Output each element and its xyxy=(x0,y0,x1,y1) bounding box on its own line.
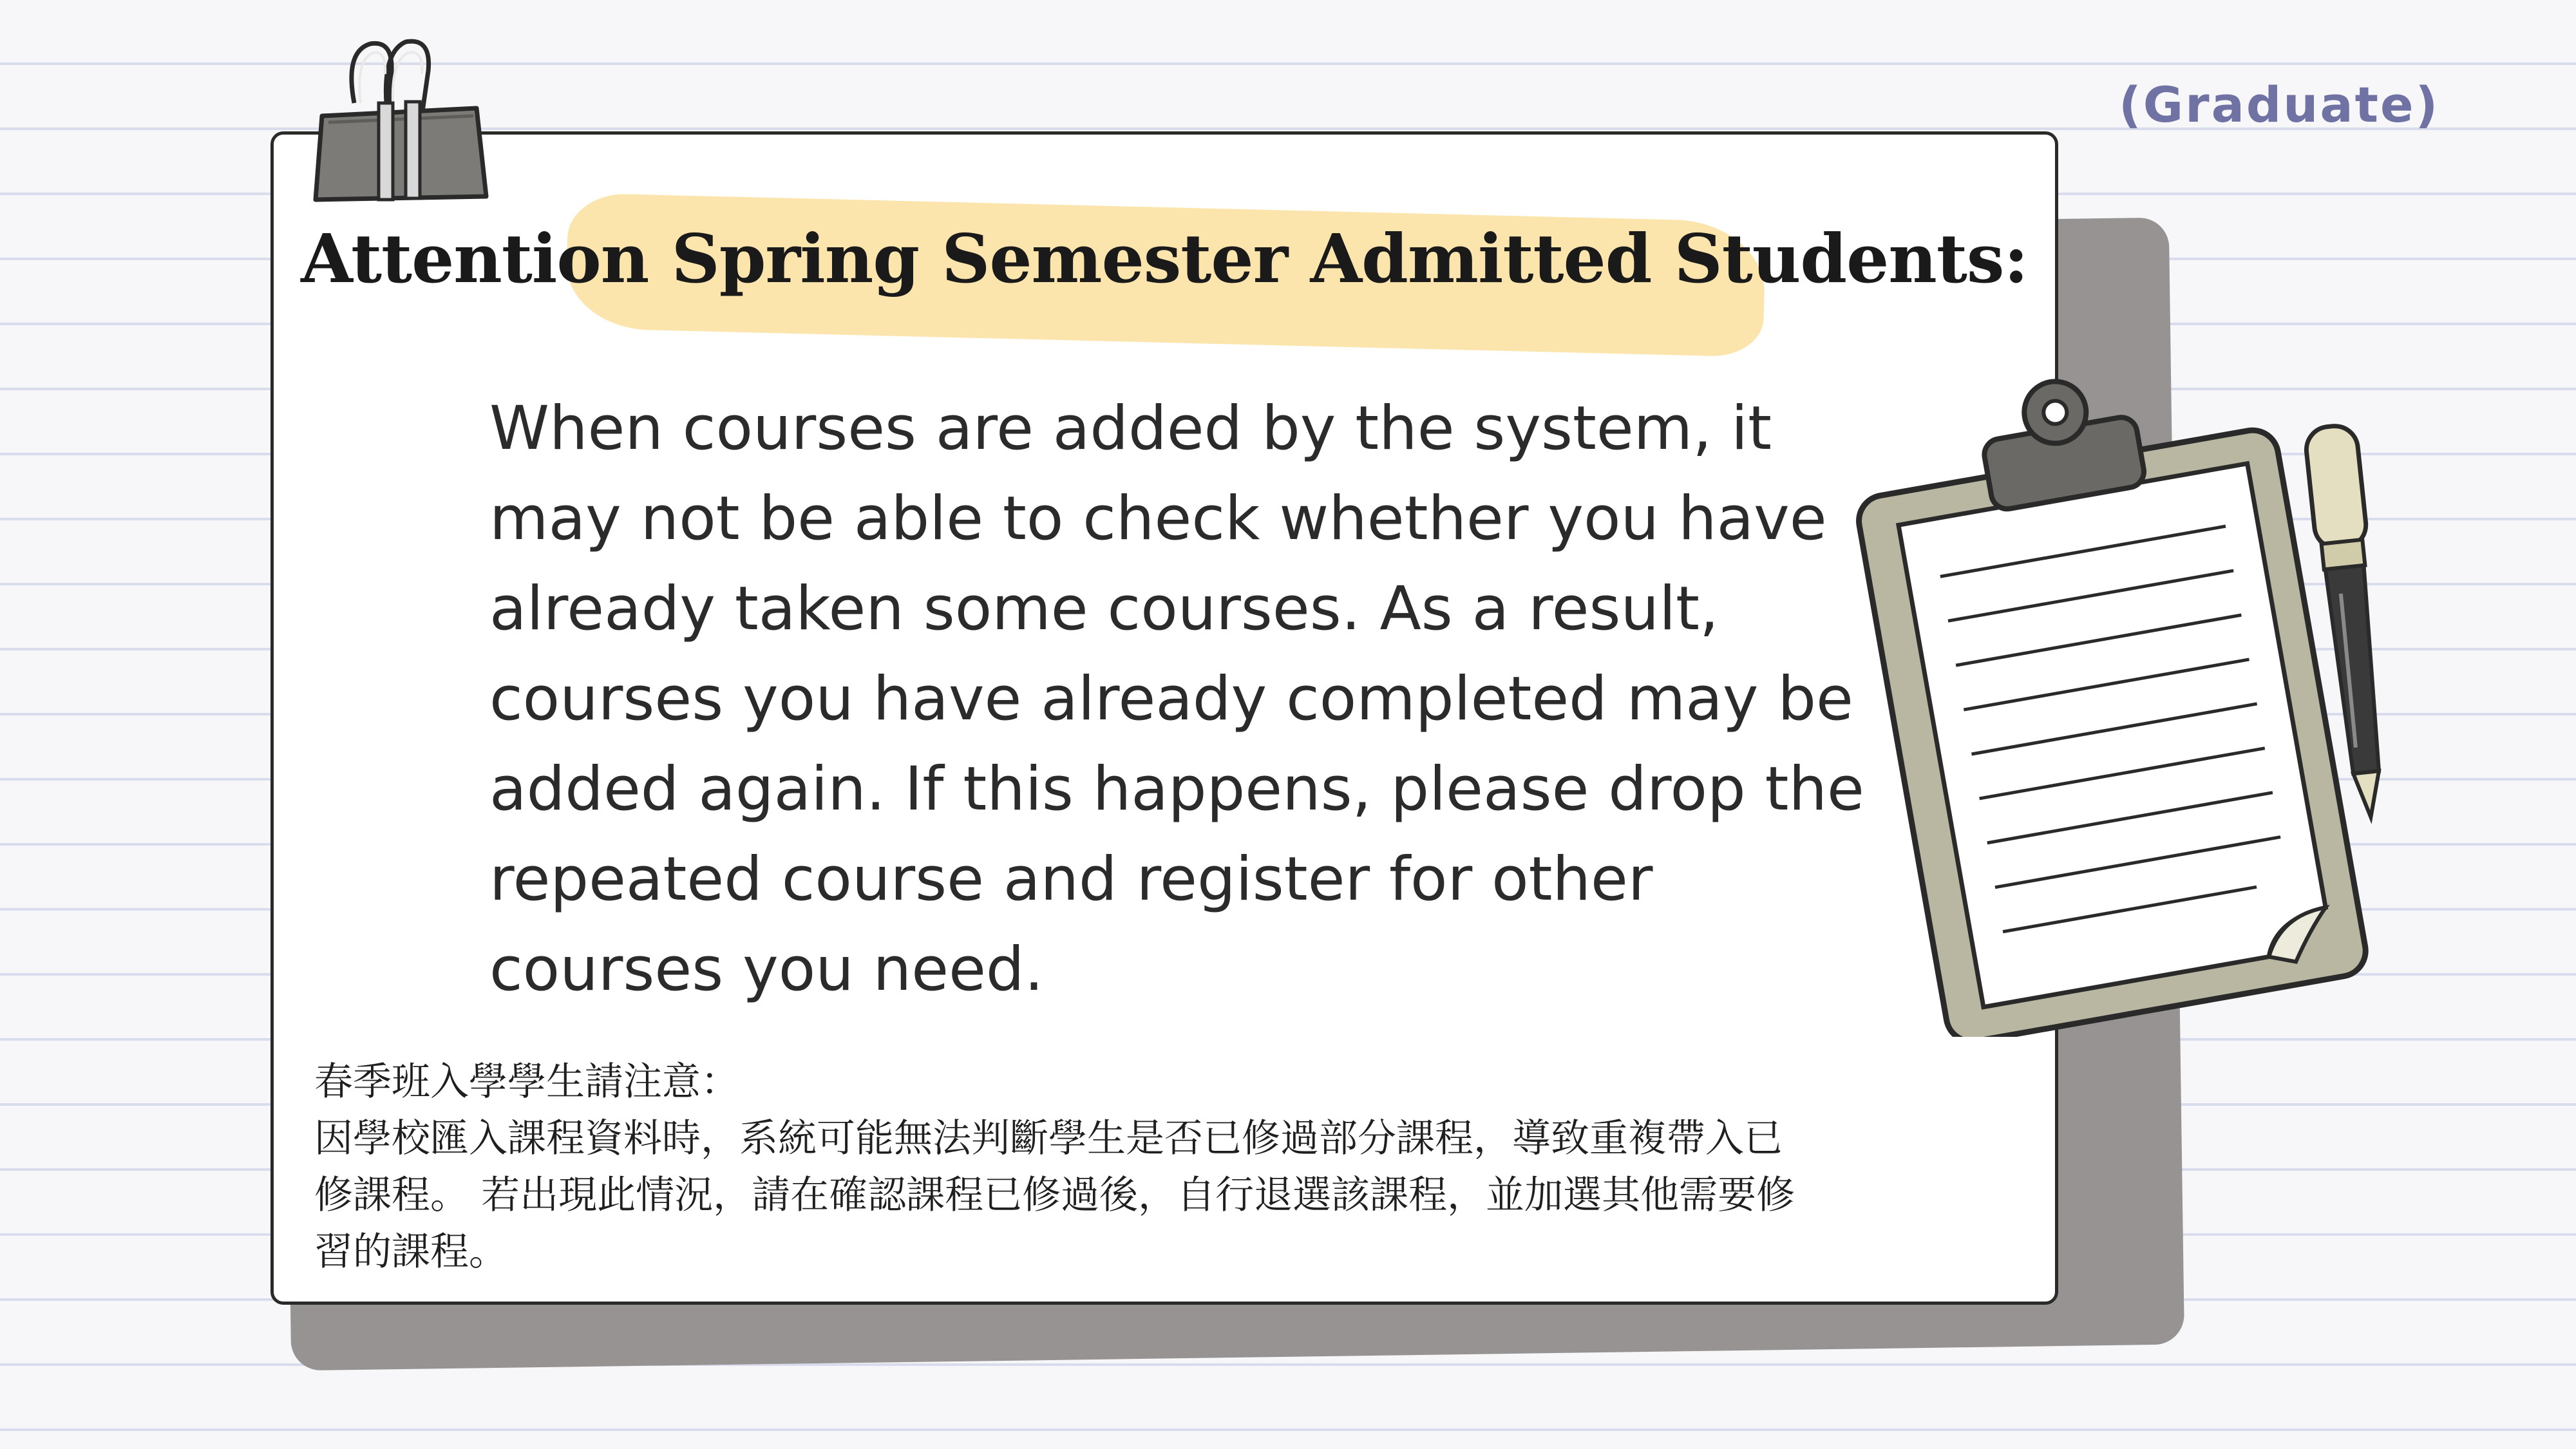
binder-clip-icon xyxy=(309,26,496,213)
chinese-line: 習的課程。 xyxy=(314,1229,507,1274)
notice-title: Attention Spring Semester Admitted Students: xyxy=(301,219,2028,298)
notice-english-text: When courses are added by the system, it may not be able to check whether you have already taken some courses. As a result, courses you have already completed may be added again. If this happens, please drop the repeated course and register for other courses you need. xyxy=(489,393,1864,1005)
chinese-line: 因學校匯入課程資料時，系統可能無法判斷學生是否已修過部分課程，導致重複帶入已 xyxy=(314,1116,1783,1161)
pen-icon xyxy=(2299,412,2409,837)
chinese-line: 春季班入學學生請注意： xyxy=(314,1059,739,1104)
chinese-line: 修課程。 若出現此情況，請在確認課程已修過後，自行退選該課程，並加選其他需要修 xyxy=(314,1173,1795,1218)
notice-chinese-text xyxy=(314,1054,1911,1280)
graduate-tag: (Graduate) xyxy=(2119,76,2440,133)
